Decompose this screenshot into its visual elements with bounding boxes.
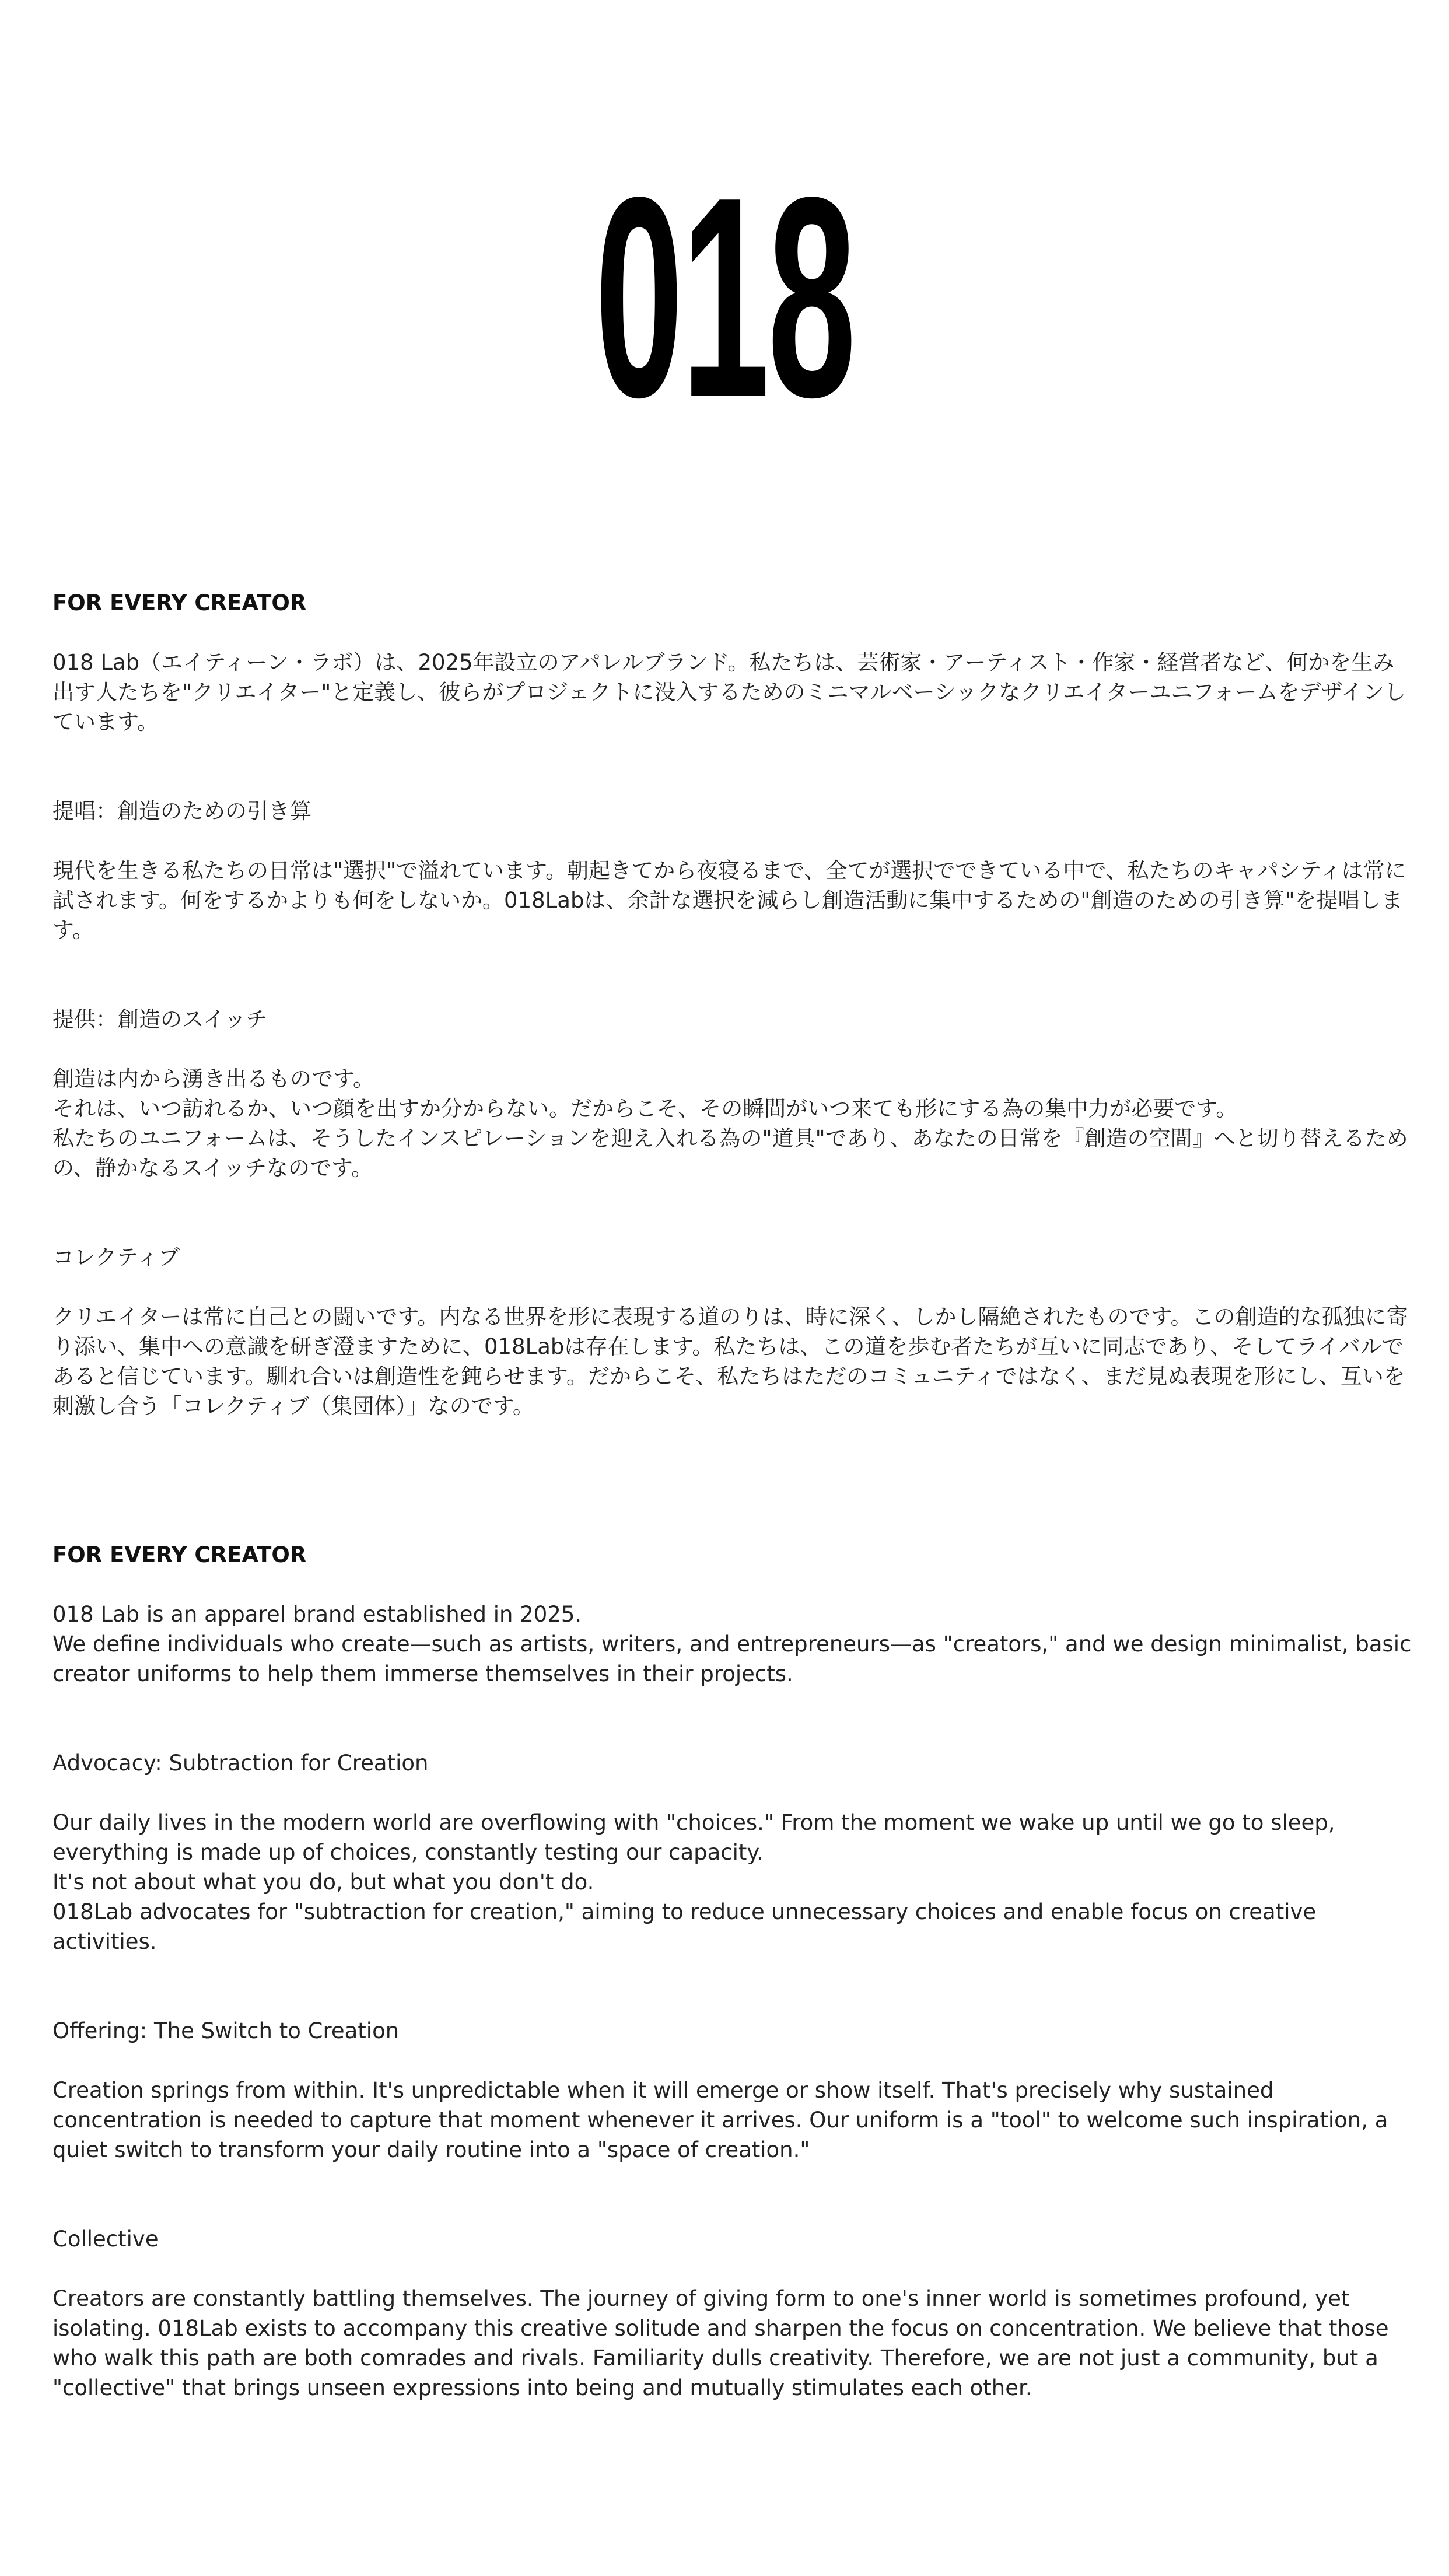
offering-title-japanese: 提供：創造のスイッチ (52, 1007, 268, 1032)
brand-logo: 018 (594, 138, 855, 457)
advocacy-line-english: It's not about what you do, but what you don't do. (52, 1870, 594, 1895)
advocacy-block-japanese (52, 796, 1412, 945)
advocacy-title-japanese: 提唱：創造のための引き算 (52, 799, 312, 824)
collective-block-english (52, 2224, 1412, 2403)
offering-paragraph-english: Creation springs from within. It's unpredictable when it will emerge or show itself. That's precisely why sustained concentration is needed to capture that moment whenever it arrives. Our uniform is a "tool" to welcome such inspiration, a quiet switch to transform your daily routine into a "space of creation." (52, 2078, 1388, 2162)
english-section (52, 1540, 1412, 2403)
intro-line-english: 018 Lab is an apparel brand established in 2025. (52, 1602, 582, 1627)
collective-paragraph-english: Creators are constantly battling themselves. The journey of giving form to one's inner world is sometimes profound, yet isolating. 018Lab exists to accompany this creative solitude and sharpen the focus on concentration. We believe that those who walk this path are both comrades and rivals. Familiarity dulls creativity. Therefore, we are not just a community, but a "collective" that brings unseen expressions into being and mutually stimulates each other. (52, 2286, 1389, 2400)
advocacy-line-english: Our daily lives in the modern world are overflowing with "choices." From the moment we wake up until we go to sleep, everything is made up of choices, constantly testing our capacity. (52, 1810, 1335, 1865)
advocacy-block-english (52, 1748, 1412, 1957)
offering-block-japanese (52, 1005, 1412, 1183)
intro-block-japanese (52, 648, 1412, 737)
section-heading-english: FOR EVERY CREATOR (52, 1542, 307, 1567)
offering-line-japanese: 私たちのユニフォームは、そうしたインスピレーションを迎え入れる為の"道具"であり、あなたの日常を『創造の空間』へと切り替えるための、静かなるスイッチなのです。 (52, 1126, 1408, 1181)
collective-paragraph-japanese: クリエイターは常に自己との闘いです。内なる世界を形に表現する道のりは、時に深く、しかし隔絶されたものです。この創造的な孤独に寄り添い、集中への意識を研ぎ澄ますために、018Labは存在します。私たちは、この道を歩む者たちが互いに同志であり、そしてライバルであると信じています。馴れ合いは創造性を鈍らせます。だからこそ、私たちはただのコミュニティではなく、まだ見ぬ表現を形にし、互いを刺激し合う「コレクティブ（集団体）」なのです。 (52, 1304, 1408, 1419)
intro-line-english: We define individuals who create—such as artists, writers, and entrepreneurs—as "creators," and we design minimalist, basic creator uniforms to help them immerse themselves in their projects. (52, 1632, 1412, 1686)
advocacy-paragraph-japanese: 現代を生きる私たちの日常は"選択"で溢れています。朝起きてから夜寝るまで、全てが選択でできている中で、私たちのキャパシティは常に試されます。何をするかよりも何をしないか。018Labは、余計な選択を減らし創造活動に集中するための"創造のための引き算"を提唱します。 (52, 858, 1406, 943)
offering-title-english: Offering: The Switch to Creation (52, 2018, 400, 2043)
advocacy-title-english: Advocacy: Subtraction for Creation (52, 1751, 429, 1776)
collective-title-japanese: コレクティブ (52, 1245, 180, 1270)
intro-block-english (52, 1600, 1412, 1689)
japanese-section (52, 588, 1412, 1421)
brand-logo-container (0, 138, 1449, 457)
intro-paragraph-japanese: 018 Lab（エイティーン・ラボ）は、2025年設立のアパレルブランド。私たちは、芸術家・アーティスト・作家・経営者など、何かを生み出す人たちを"クリエイター"と定義し、彼らがプロジェクトに没入するためのミニマルベーシックなクリエイターユニフォームをデザインしています。 (52, 650, 1406, 734)
offering-line-japanese: それは、いつ訪れるか、いつ顔を出すか分からない。だからこそ、その瞬間がいつ来ても形にする為の集中力が必要です。 (52, 1096, 1238, 1121)
collective-title-english: Collective (52, 2227, 159, 2252)
collective-block-japanese (52, 1242, 1412, 1421)
advocacy-line-english: 018Lab advocates for "subtraction for creation," aiming to reduce unnecessary choices and enable focus on creative activities. (52, 1899, 1317, 1954)
section-spacer (52, 1421, 1412, 1540)
offering-block-english (52, 2016, 1412, 2165)
offering-line-japanese: 創造は内から湧き出るものです。 (52, 1066, 375, 1091)
section-heading-japanese: FOR EVERY CREATOR (52, 590, 307, 615)
main-content (52, 588, 1412, 2403)
